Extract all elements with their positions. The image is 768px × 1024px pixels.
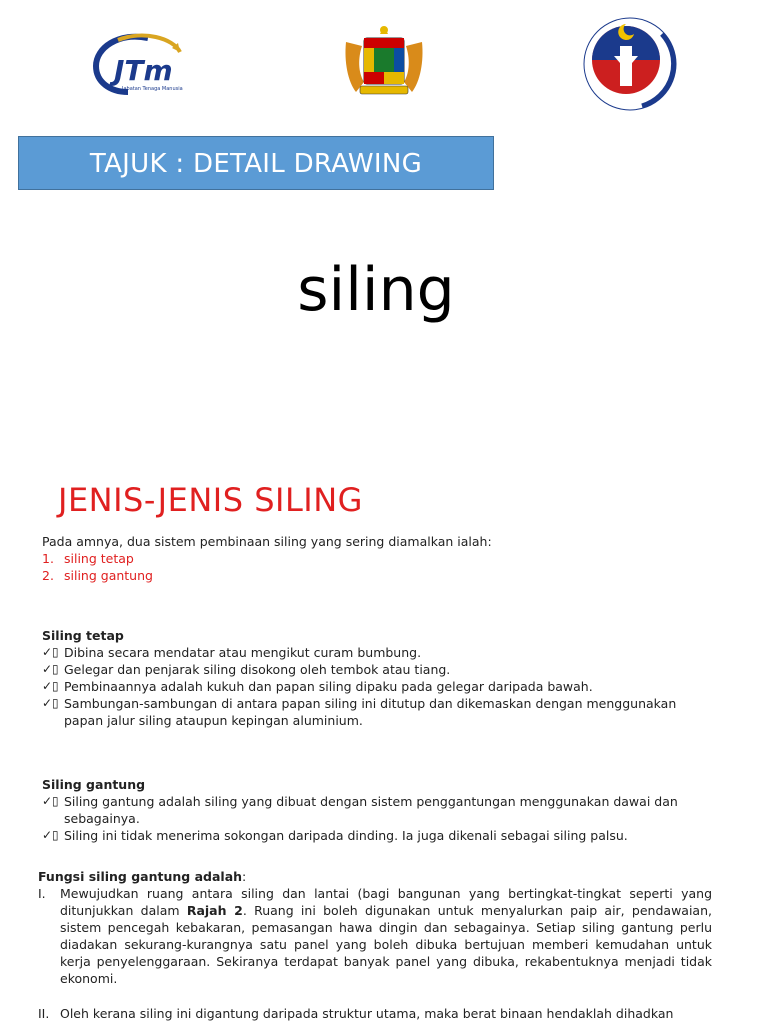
list-item	[42, 550, 718, 567]
fungsi-title-line	[38, 868, 712, 885]
kementerian-pelajaran-logo	[582, 16, 678, 112]
svg-text:Jabatan Tenaga Manusia: Jabatan Tenaga Manusia	[122, 86, 183, 92]
section-heading: JENIS-JENIS SILING	[58, 481, 363, 519]
list-text: Sambungan-sambungan di antara papan siling ini ditutup dan dikemaskan dengan menggunakan papan jalur siling ataupun kepingan aluminium.	[64, 696, 677, 728]
fungsi-list	[38, 885, 712, 1022]
figure-reference: Rajah 2	[186, 903, 243, 918]
check-icon: ✓▯	[42, 645, 59, 659]
siling-tetap-block	[42, 627, 718, 729]
siling-types-list	[42, 550, 718, 584]
main-topic-title: siling	[297, 255, 455, 325]
fungsi-block	[38, 868, 712, 1022]
list-number: 2.	[42, 568, 54, 583]
jtm-logo	[88, 30, 188, 98]
list-number: II.	[38, 1006, 50, 1021]
list-item	[38, 885, 712, 987]
list-item	[42, 644, 718, 661]
list-text: Pembinaannya adalah kukuh dan papan siling dipaku pada gelegar daripada bawah.	[64, 679, 593, 694]
check-icon: ✓▯	[42, 662, 59, 676]
list-item	[42, 827, 718, 844]
check-icon: ✓▯	[42, 828, 59, 842]
list-item	[42, 661, 718, 678]
check-icon: ✓▯	[42, 679, 59, 693]
list-item	[42, 678, 718, 695]
list-item	[42, 567, 718, 584]
text-segment: Mewujudkan ruang antara siling dan lantai (bagi bangunan yang bertingkat-tingkat seperti yang ditunjukkan dalam	[60, 886, 712, 918]
block-title: Siling tetap	[42, 628, 124, 643]
checklist	[42, 793, 718, 844]
malaysia-coat-of-arms-logo	[334, 22, 434, 100]
check-icon: ✓▯	[42, 794, 59, 808]
list-item	[38, 1005, 712, 1022]
block-title: Fungsi siling gantung adalah	[38, 869, 243, 884]
list-text: Siling gantung adalah siling yang dibuat dengan sistem penggantungan menggunakan dawai dan sebagainya.	[64, 794, 678, 826]
block-title: Siling gantung	[42, 777, 146, 792]
svg-text:JTm: JTm	[114, 54, 173, 87]
list-text: Gelegar dan penjarak siling disokong oleh tembok atau tiang.	[64, 662, 451, 677]
list-text: Oleh kerana siling ini digantung daripada struktur utama, maka berat binaan hendaklah dihadkan	[60, 1006, 674, 1021]
list-number: I.	[38, 886, 46, 901]
list-number: 1.	[42, 551, 54, 566]
list-label: siling gantung	[64, 568, 153, 583]
intro-text: Pada amnya, dua sistem pembinaan siling yang sering diamalkan ialah:	[42, 534, 492, 549]
siling-gantung-block	[42, 776, 718, 844]
list-text: Dibina secara mendatar atau mengikut curam bumbung.	[64, 645, 422, 660]
list-label: siling tetap	[64, 551, 134, 566]
list-item	[42, 793, 718, 827]
list-item	[42, 695, 718, 729]
title-suffix: :	[242, 869, 247, 884]
document-title-box: TAJUK : DETAIL DRAWING	[18, 136, 494, 190]
check-icon: ✓▯	[42, 696, 59, 710]
text-segment: . Ruang ini boleh digunakan untuk menyalurkan paip air, pendawaian, sistem pencegah kebakaran, pemasangan hawa dingin dan sebagainya. Setiap siling gantung perlu diadakan sekurang-kurangnya satu panel yang boleh dibuka bertujuan memberi kemudahan untuk kerja penyelenggaraan. Sekiranya terdapat banyak panel yang dibuka, rekabentuknya menjadi tidak ekonomi.	[60, 903, 712, 986]
checklist	[42, 644, 718, 729]
list-text	[60, 885, 712, 987]
intro-block	[42, 533, 718, 584]
list-text: Siling ini tidak menerima sokongan daripada dinding. Ia juga dikenali sebagai siling palsu.	[64, 828, 628, 843]
